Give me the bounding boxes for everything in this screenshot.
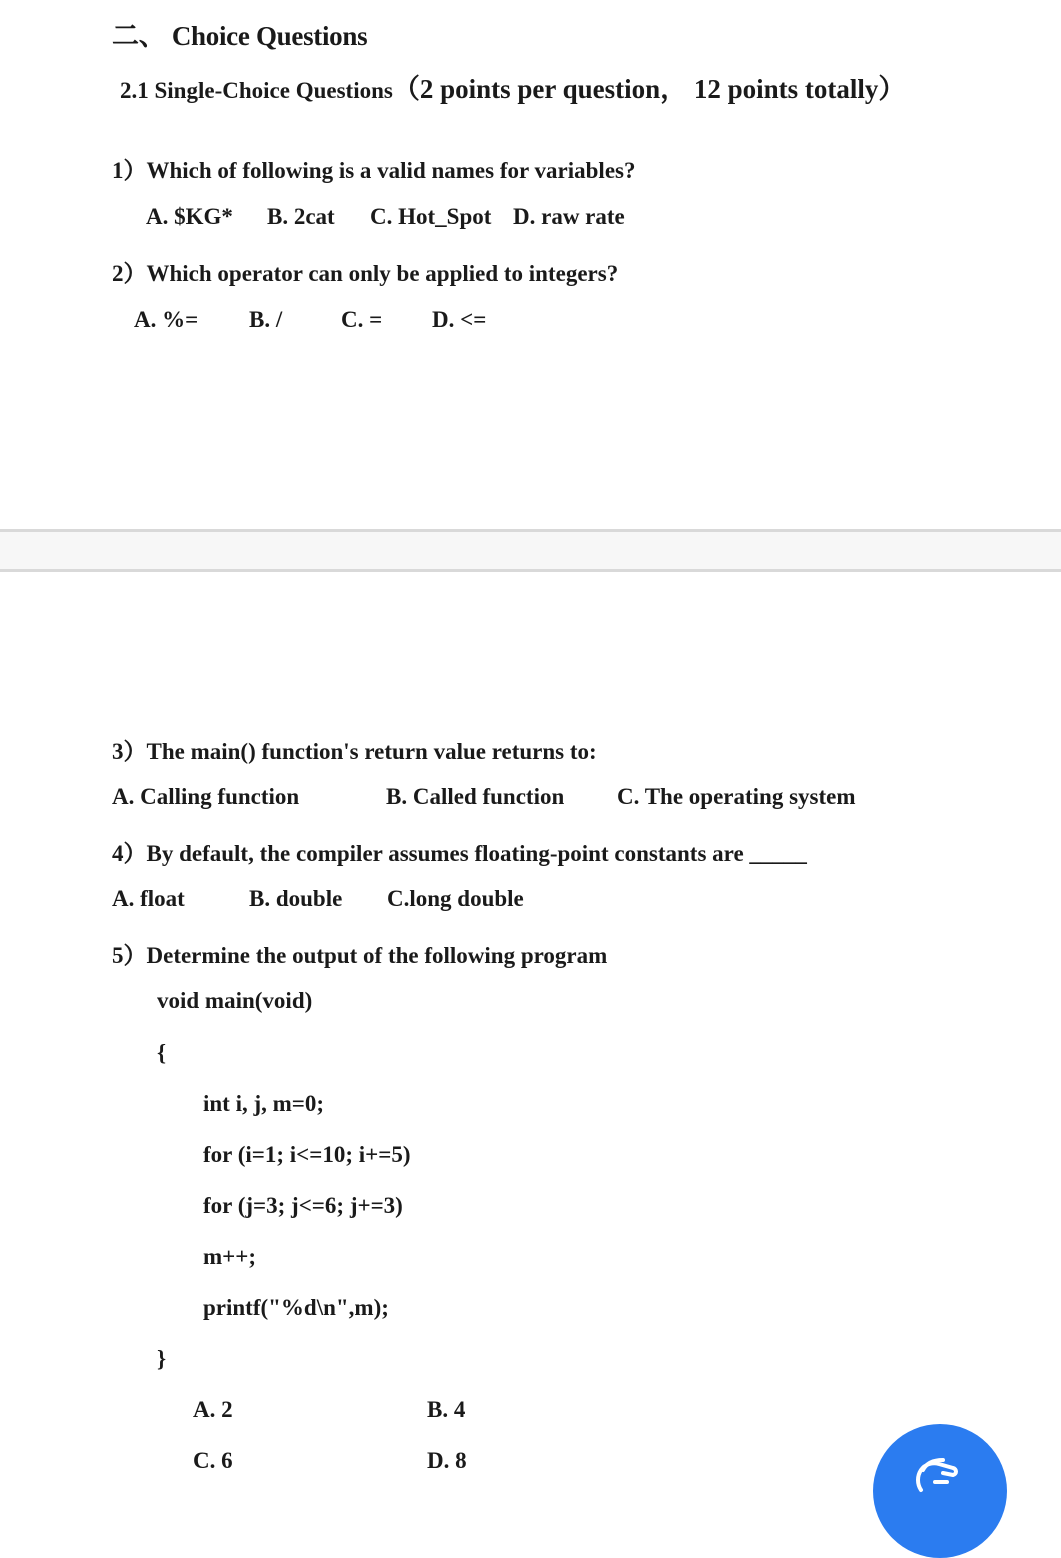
code-line-4: for (i=1; i<=10; i+=5) (203, 1142, 411, 1167)
question-5-stem: 5）Determine the output of the following program (112, 943, 608, 968)
question-3-option-b: B. Called function (386, 784, 565, 809)
subtitle-prefix: 2.1 Single-Choice Questions (120, 78, 393, 103)
question-2-stem: 2）Which operator can only be applied to integers? (112, 261, 619, 286)
question-4-option-b: B. double (249, 886, 343, 911)
question-2-option-c: C. = (341, 307, 383, 332)
question-5-option-d: D. 8 (427, 1448, 467, 1473)
question-1-option-b: B. 2cat (267, 204, 335, 229)
question-1-option-c: C. Hot_Spot (370, 204, 492, 229)
code-line-7: printf("%d\n",m); (203, 1295, 389, 1320)
question-1-stem: 1）Which of following is a valid names for variables? (112, 158, 636, 183)
hand-pointer-icon (913, 1446, 969, 1506)
question-1-option-d: D. raw rate (513, 204, 625, 229)
question-3-stem: 3）The main() function's return value returns to: (112, 739, 597, 764)
question-3-option-a: A. Calling function (112, 784, 300, 809)
page-divider-bottom (0, 569, 1061, 572)
question-4-option-a: A. float (112, 886, 185, 911)
question-3-option-c: C. The operating system (617, 784, 856, 809)
question-4-option-c: C.long double (387, 886, 524, 911)
section-title: 二、 Choice Questions (112, 21, 368, 51)
question-1-option-a: A. $KG* (146, 204, 233, 229)
question-4-stem: 4）By default, the compiler assumes floating-point constants are _____ (112, 841, 807, 866)
question-2-option-b: B. / (249, 307, 283, 332)
code-line-6: m++; (203, 1244, 257, 1269)
code-line-1: void main(void) (157, 988, 313, 1013)
question-2-option-d: D. <= (432, 307, 487, 332)
question-5-option-c: C. 6 (193, 1448, 233, 1473)
code-line-8: } (157, 1346, 167, 1371)
question-5-option-b: B. 4 (427, 1397, 466, 1422)
question-2-option-a: A. %= (134, 307, 199, 332)
section-subtitle (112, 49, 905, 106)
code-line-5: for (j=3; j<=6; j+=3) (203, 1193, 403, 1218)
code-line-3: int i, j, m=0; (203, 1091, 325, 1116)
question-5-option-a: A. 2 (193, 1397, 233, 1422)
page-gap (0, 532, 1061, 569)
subtitle-suffix: （2 points per question， 12 points totally） (392, 74, 906, 104)
floating-action-button[interactable] (873, 1424, 1007, 1558)
code-line-2: { (157, 1040, 167, 1065)
